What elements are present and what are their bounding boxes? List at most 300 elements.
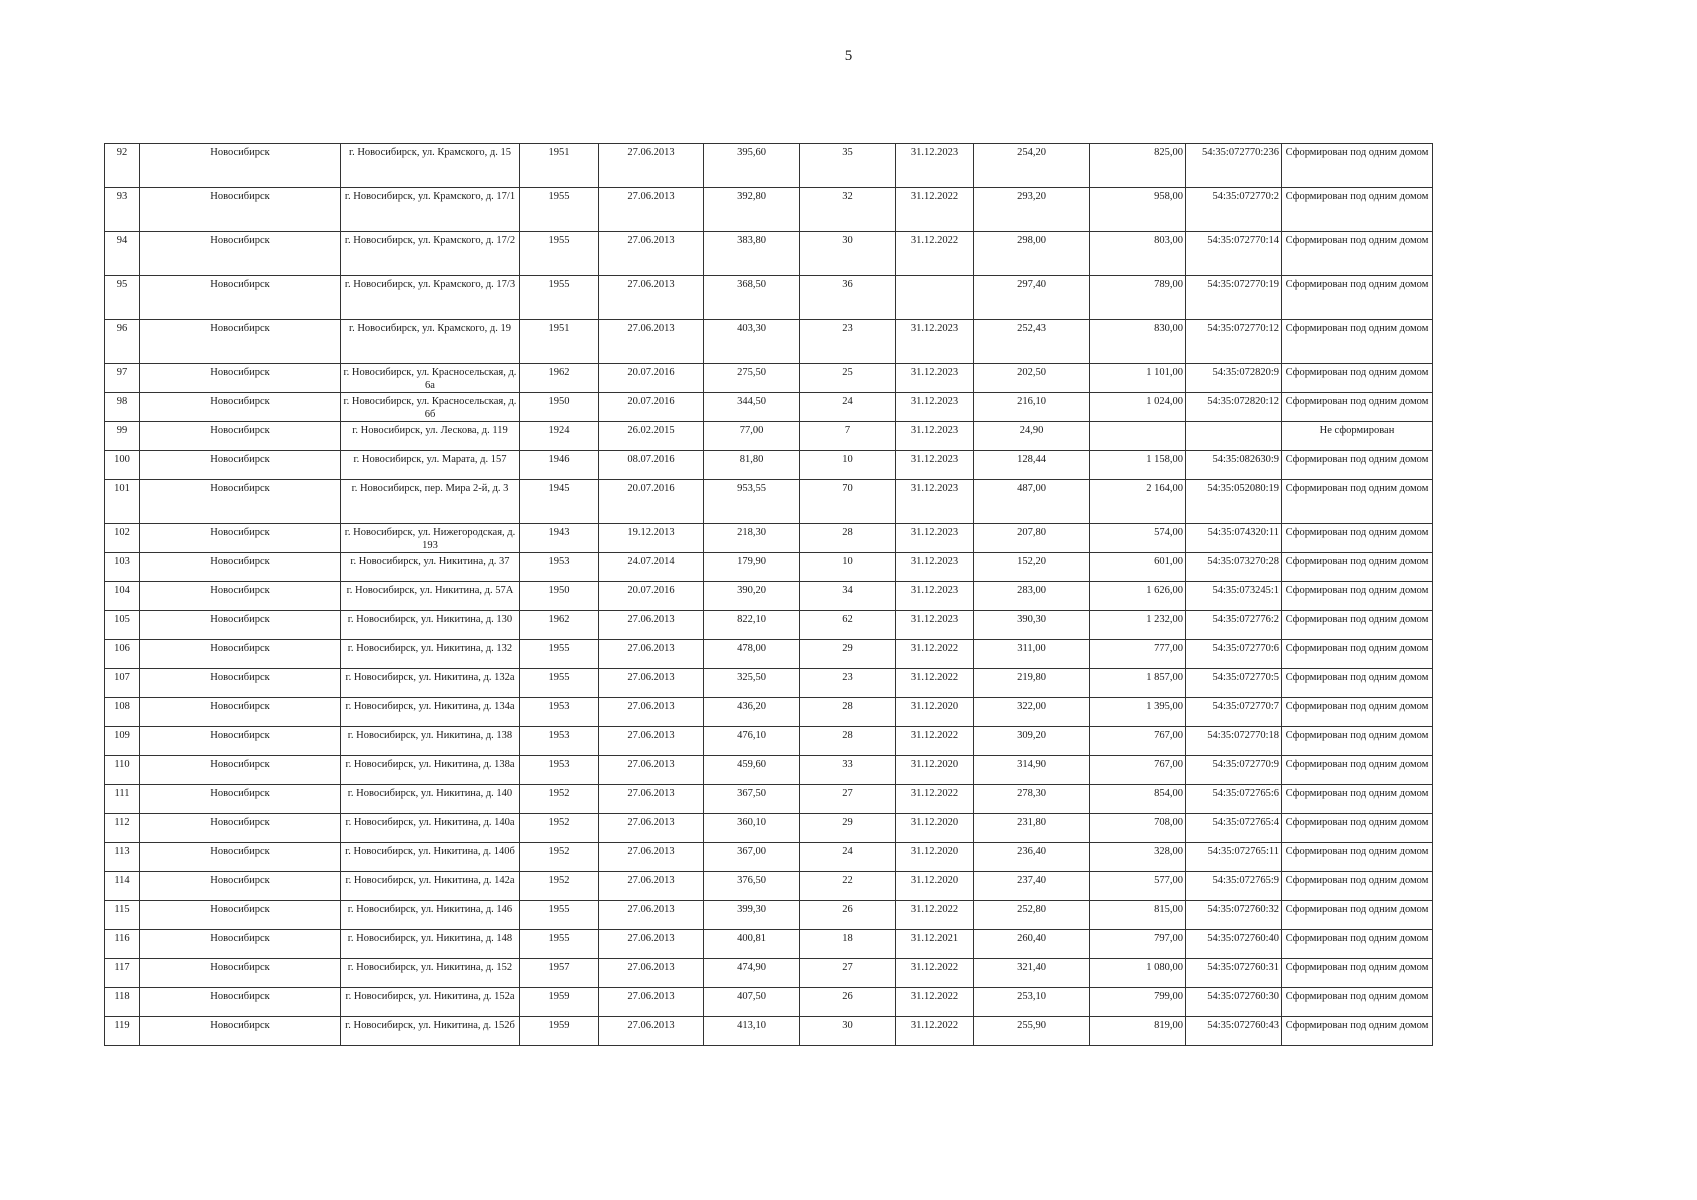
recognition-date-cell: 27.06.2013 bbox=[599, 144, 704, 188]
city-cell: Новосибирск bbox=[140, 669, 341, 698]
deadline-cell: 31.12.2023 bbox=[896, 611, 974, 640]
cadastral-number-cell: 54:35:074320:11 bbox=[1186, 524, 1282, 553]
year-built-cell: 1950 bbox=[520, 393, 599, 422]
land-status-cell: Сформирован под одним домом bbox=[1282, 524, 1433, 553]
table-row bbox=[105, 582, 1433, 611]
land-status-cell: Сформирован под одним домом bbox=[1282, 320, 1433, 364]
land-status-cell: Сформирован под одним домом bbox=[1282, 930, 1433, 959]
area-cell: 407,50 bbox=[704, 988, 800, 1017]
residents-cell: 28 bbox=[800, 727, 896, 756]
cadastral-number-cell: 54:35:072770:236 bbox=[1186, 144, 1282, 188]
city-cell: Новосибирск bbox=[140, 872, 341, 901]
land-status-cell: Сформирован под одним домом bbox=[1282, 785, 1433, 814]
land-area-cell: 825,00 bbox=[1090, 144, 1186, 188]
residents-cell: 24 bbox=[800, 843, 896, 872]
recognition-date-cell: 27.06.2013 bbox=[599, 843, 704, 872]
recognition-date-cell: 27.06.2013 bbox=[599, 872, 704, 901]
city-cell: Новосибирск bbox=[140, 959, 341, 988]
table-row bbox=[105, 364, 1433, 393]
residents-cell: 30 bbox=[800, 232, 896, 276]
table-row bbox=[105, 188, 1433, 232]
deadline-cell: 31.12.2020 bbox=[896, 872, 974, 901]
area-cell: 218,30 bbox=[704, 524, 800, 553]
address-cell: г. Новосибирск, ул. Никитина, д. 130 bbox=[341, 611, 520, 640]
residents-cell: 62 bbox=[800, 611, 896, 640]
table-row bbox=[105, 930, 1433, 959]
residents-cell: 18 bbox=[800, 930, 896, 959]
row-number-cell: 113 bbox=[105, 843, 140, 872]
recognition-date-cell: 20.07.2016 bbox=[599, 393, 704, 422]
living-area-cell: 311,00 bbox=[974, 640, 1090, 669]
area-cell: 399,30 bbox=[704, 901, 800, 930]
deadline-cell: 31.12.2023 bbox=[896, 393, 974, 422]
cadastral-number-cell: 54:35:072760:31 bbox=[1186, 959, 1282, 988]
residents-cell: 34 bbox=[800, 582, 896, 611]
address-cell: г. Новосибирск, ул. Крамского, д. 17/2 bbox=[341, 232, 520, 276]
deadline-cell: 31.12.2023 bbox=[896, 451, 974, 480]
deadline-cell: 31.12.2020 bbox=[896, 756, 974, 785]
row-number-cell: 101 bbox=[105, 480, 140, 524]
area-cell: 403,30 bbox=[704, 320, 800, 364]
city-cell: Новосибирск bbox=[140, 320, 341, 364]
recognition-date-cell: 19.12.2013 bbox=[599, 524, 704, 553]
address-cell: г. Новосибирск, ул. Никитина, д. 152 bbox=[341, 959, 520, 988]
cadastral-number-cell: 54:35:082630:9 bbox=[1186, 451, 1282, 480]
year-built-cell: 1955 bbox=[520, 669, 599, 698]
cadastral-number-cell: 54:35:072770:19 bbox=[1186, 276, 1282, 320]
land-status-cell: Сформирован под одним домом bbox=[1282, 814, 1433, 843]
recognition-date-cell: 27.06.2013 bbox=[599, 988, 704, 1017]
cadastral-number-cell: 54:35:072770:6 bbox=[1186, 640, 1282, 669]
recognition-date-cell: 27.06.2013 bbox=[599, 785, 704, 814]
table-row bbox=[105, 276, 1433, 320]
table-row bbox=[105, 727, 1433, 756]
table-row bbox=[105, 553, 1433, 582]
area-cell: 81,80 bbox=[704, 451, 800, 480]
recognition-date-cell: 27.06.2013 bbox=[599, 727, 704, 756]
year-built-cell: 1952 bbox=[520, 843, 599, 872]
living-area-cell: 254,20 bbox=[974, 144, 1090, 188]
row-number-cell: 102 bbox=[105, 524, 140, 553]
year-built-cell: 1953 bbox=[520, 727, 599, 756]
recognition-date-cell: 27.06.2013 bbox=[599, 640, 704, 669]
cadastral-number-cell: 54:35:072760:40 bbox=[1186, 930, 1282, 959]
land-area-cell: 1 232,00 bbox=[1090, 611, 1186, 640]
city-cell: Новосибирск bbox=[140, 988, 341, 1017]
residents-cell: 36 bbox=[800, 276, 896, 320]
residents-cell: 35 bbox=[800, 144, 896, 188]
year-built-cell: 1951 bbox=[520, 144, 599, 188]
recognition-date-cell: 27.06.2013 bbox=[599, 901, 704, 930]
residents-cell: 25 bbox=[800, 364, 896, 393]
year-built-cell: 1955 bbox=[520, 232, 599, 276]
land-area-cell bbox=[1090, 422, 1186, 451]
address-cell: г. Новосибирск, ул. Никитина, д. 57А bbox=[341, 582, 520, 611]
area-cell: 77,00 bbox=[704, 422, 800, 451]
residents-cell: 27 bbox=[800, 785, 896, 814]
row-number-cell: 109 bbox=[105, 727, 140, 756]
area-cell: 822,10 bbox=[704, 611, 800, 640]
table-row bbox=[105, 959, 1433, 988]
city-cell: Новосибирск bbox=[140, 698, 341, 727]
address-cell: г. Новосибирск, ул. Никитина, д. 152а bbox=[341, 988, 520, 1017]
year-built-cell: 1950 bbox=[520, 582, 599, 611]
living-area-cell: 255,90 bbox=[974, 1017, 1090, 1046]
land-status-cell: Сформирован под одним домом bbox=[1282, 480, 1433, 524]
land-status-cell: Сформирован под одним домом bbox=[1282, 901, 1433, 930]
deadline-cell bbox=[896, 276, 974, 320]
land-area-cell: 2 164,00 bbox=[1090, 480, 1186, 524]
residents-cell: 22 bbox=[800, 872, 896, 901]
row-number-cell: 118 bbox=[105, 988, 140, 1017]
deadline-cell: 31.12.2023 bbox=[896, 422, 974, 451]
deadline-cell: 31.12.2023 bbox=[896, 320, 974, 364]
area-cell: 390,20 bbox=[704, 582, 800, 611]
area-cell: 476,10 bbox=[704, 727, 800, 756]
recognition-date-cell: 20.07.2016 bbox=[599, 582, 704, 611]
area-cell: 459,60 bbox=[704, 756, 800, 785]
recognition-date-cell: 27.06.2013 bbox=[599, 276, 704, 320]
area-cell: 367,50 bbox=[704, 785, 800, 814]
living-area-cell: 216,10 bbox=[974, 393, 1090, 422]
address-cell: г. Новосибирск, ул. Никитина, д. 132а bbox=[341, 669, 520, 698]
cadastral-number-cell: 54:35:072770:18 bbox=[1186, 727, 1282, 756]
land-area-cell: 830,00 bbox=[1090, 320, 1186, 364]
recognition-date-cell: 27.06.2013 bbox=[599, 669, 704, 698]
area-cell: 325,50 bbox=[704, 669, 800, 698]
land-status-cell: Сформирован под одним домом bbox=[1282, 582, 1433, 611]
living-area-cell: 219,80 bbox=[974, 669, 1090, 698]
table-row bbox=[105, 422, 1433, 451]
land-status-cell: Сформирован под одним домом bbox=[1282, 232, 1433, 276]
deadline-cell: 31.12.2022 bbox=[896, 640, 974, 669]
row-number-cell: 95 bbox=[105, 276, 140, 320]
city-cell: Новосибирск bbox=[140, 814, 341, 843]
land-area-cell: 601,00 bbox=[1090, 553, 1186, 582]
year-built-cell: 1952 bbox=[520, 872, 599, 901]
land-area-cell: 854,00 bbox=[1090, 785, 1186, 814]
land-area-cell: 777,00 bbox=[1090, 640, 1186, 669]
year-built-cell: 1945 bbox=[520, 480, 599, 524]
deadline-cell: 31.12.2023 bbox=[896, 553, 974, 582]
address-cell: г. Новосибирск, ул. Никитина, д. 148 bbox=[341, 930, 520, 959]
address-cell: г. Новосибирск, ул. Марата, д. 157 bbox=[341, 451, 520, 480]
land-area-cell: 789,00 bbox=[1090, 276, 1186, 320]
row-number-cell: 107 bbox=[105, 669, 140, 698]
year-built-cell: 1952 bbox=[520, 785, 599, 814]
city-cell: Новосибирск bbox=[140, 480, 341, 524]
land-status-cell: Сформирован под одним домом bbox=[1282, 756, 1433, 785]
city-cell: Новосибирск bbox=[140, 785, 341, 814]
cadastral-number-cell: 54:35:072820:12 bbox=[1186, 393, 1282, 422]
cadastral-number-cell: 54:35:072770:2 bbox=[1186, 188, 1282, 232]
address-cell: г. Новосибирск, ул. Никитина, д. 140а bbox=[341, 814, 520, 843]
year-built-cell: 1962 bbox=[520, 364, 599, 393]
city-cell: Новосибирск bbox=[140, 582, 341, 611]
table-row bbox=[105, 480, 1433, 524]
address-cell: г. Новосибирск, ул. Крамского, д. 17/1 bbox=[341, 188, 520, 232]
row-number-cell: 114 bbox=[105, 872, 140, 901]
residents-cell: 32 bbox=[800, 188, 896, 232]
land-status-cell: Сформирован под одним домом bbox=[1282, 188, 1433, 232]
city-cell: Новосибирск bbox=[140, 524, 341, 553]
recognition-date-cell: 27.06.2013 bbox=[599, 930, 704, 959]
city-cell: Новосибирск bbox=[140, 364, 341, 393]
residents-cell: 29 bbox=[800, 640, 896, 669]
city-cell: Новосибирск bbox=[140, 451, 341, 480]
land-area-cell: 799,00 bbox=[1090, 988, 1186, 1017]
cadastral-number-cell bbox=[1186, 422, 1282, 451]
city-cell: Новосибирск bbox=[140, 232, 341, 276]
deadline-cell: 31.12.2020 bbox=[896, 698, 974, 727]
deadline-cell: 31.12.2021 bbox=[896, 930, 974, 959]
area-cell: 275,50 bbox=[704, 364, 800, 393]
table-row bbox=[105, 320, 1433, 364]
residents-cell: 28 bbox=[800, 698, 896, 727]
year-built-cell: 1951 bbox=[520, 320, 599, 364]
cadastral-number-cell: 54:35:073245:1 bbox=[1186, 582, 1282, 611]
table-row bbox=[105, 393, 1433, 422]
city-cell: Новосибирск bbox=[140, 1017, 341, 1046]
year-built-cell: 1943 bbox=[520, 524, 599, 553]
living-area-cell: 237,40 bbox=[974, 872, 1090, 901]
living-area-cell: 252,43 bbox=[974, 320, 1090, 364]
table-row bbox=[105, 785, 1433, 814]
row-number-cell: 110 bbox=[105, 756, 140, 785]
cadastral-number-cell: 54:35:072760:30 bbox=[1186, 988, 1282, 1017]
city-cell: Новосибирск bbox=[140, 144, 341, 188]
recognition-date-cell: 27.06.2013 bbox=[599, 611, 704, 640]
deadline-cell: 31.12.2022 bbox=[896, 188, 974, 232]
land-area-cell: 328,00 bbox=[1090, 843, 1186, 872]
living-area-cell: 297,40 bbox=[974, 276, 1090, 320]
row-number-cell: 103 bbox=[105, 553, 140, 582]
deadline-cell: 31.12.2022 bbox=[896, 785, 974, 814]
deadline-cell: 31.12.2022 bbox=[896, 669, 974, 698]
address-cell: г. Новосибирск, ул. Красносельская, д. 6б bbox=[341, 393, 520, 422]
city-cell: Новосибирск bbox=[140, 756, 341, 785]
row-number-cell: 111 bbox=[105, 785, 140, 814]
table-row bbox=[105, 988, 1433, 1017]
land-area-cell: 1 857,00 bbox=[1090, 669, 1186, 698]
residents-cell: 33 bbox=[800, 756, 896, 785]
land-area-cell: 815,00 bbox=[1090, 901, 1186, 930]
table-row bbox=[105, 901, 1433, 930]
residents-cell: 27 bbox=[800, 959, 896, 988]
table-row bbox=[105, 640, 1433, 669]
deadline-cell: 31.12.2022 bbox=[896, 1017, 974, 1046]
deadline-cell: 31.12.2022 bbox=[896, 901, 974, 930]
land-status-cell: Сформирован под одним домом bbox=[1282, 611, 1433, 640]
row-number-cell: 99 bbox=[105, 422, 140, 451]
year-built-cell: 1946 bbox=[520, 451, 599, 480]
living-area-cell: 128,44 bbox=[974, 451, 1090, 480]
cadastral-number-cell: 54:35:073270:28 bbox=[1186, 553, 1282, 582]
area-cell: 395,60 bbox=[704, 144, 800, 188]
area-cell: 436,20 bbox=[704, 698, 800, 727]
land-area-cell: 1 101,00 bbox=[1090, 364, 1186, 393]
land-area-cell: 767,00 bbox=[1090, 727, 1186, 756]
cadastral-number-cell: 54:35:072765:4 bbox=[1186, 814, 1282, 843]
area-cell: 360,10 bbox=[704, 814, 800, 843]
address-cell: г. Новосибирск, ул. Никитина, д. 152б bbox=[341, 1017, 520, 1046]
table-row bbox=[105, 451, 1433, 480]
living-area-cell: 321,40 bbox=[974, 959, 1090, 988]
living-area-cell: 278,30 bbox=[974, 785, 1090, 814]
recognition-date-cell: 27.06.2013 bbox=[599, 188, 704, 232]
recognition-date-cell: 08.07.2016 bbox=[599, 451, 704, 480]
deadline-cell: 31.12.2023 bbox=[896, 582, 974, 611]
year-built-cell: 1959 bbox=[520, 988, 599, 1017]
recognition-date-cell: 26.02.2015 bbox=[599, 422, 704, 451]
address-cell: г. Новосибирск, ул. Никитина, д. 140 bbox=[341, 785, 520, 814]
land-area-cell: 1 626,00 bbox=[1090, 582, 1186, 611]
row-number-cell: 112 bbox=[105, 814, 140, 843]
row-number-cell: 100 bbox=[105, 451, 140, 480]
housing-registry-table bbox=[104, 143, 1433, 1046]
area-cell: 376,50 bbox=[704, 872, 800, 901]
year-built-cell: 1955 bbox=[520, 901, 599, 930]
row-number-cell: 116 bbox=[105, 930, 140, 959]
land-status-cell: Сформирован под одним домом bbox=[1282, 988, 1433, 1017]
area-cell: 344,50 bbox=[704, 393, 800, 422]
area-cell: 400,81 bbox=[704, 930, 800, 959]
year-built-cell: 1955 bbox=[520, 188, 599, 232]
land-status-cell: Сформирован под одним домом bbox=[1282, 451, 1433, 480]
address-cell: г. Новосибирск, ул. Никитина, д. 138 bbox=[341, 727, 520, 756]
recognition-date-cell: 20.07.2016 bbox=[599, 364, 704, 393]
city-cell: Новосибирск bbox=[140, 611, 341, 640]
page-number: 5 bbox=[844, 48, 853, 64]
land-area-cell: 958,00 bbox=[1090, 188, 1186, 232]
area-cell: 953,55 bbox=[704, 480, 800, 524]
area-cell: 478,00 bbox=[704, 640, 800, 669]
residents-cell: 26 bbox=[800, 988, 896, 1017]
address-cell: г. Новосибирск, ул. Крамского, д. 17/3 bbox=[341, 276, 520, 320]
year-built-cell: 1955 bbox=[520, 276, 599, 320]
address-cell: г. Новосибирск, ул. Лескова, д. 119 bbox=[341, 422, 520, 451]
address-cell: г. Новосибирск, ул. Никитина, д. 146 bbox=[341, 901, 520, 930]
land-status-cell: Сформирован под одним домом bbox=[1282, 1017, 1433, 1046]
living-area-cell: 309,20 bbox=[974, 727, 1090, 756]
table-row bbox=[105, 144, 1433, 188]
living-area-cell: 487,00 bbox=[974, 480, 1090, 524]
land-status-cell: Не сформирован bbox=[1282, 422, 1433, 451]
row-number-cell: 96 bbox=[105, 320, 140, 364]
cadastral-number-cell: 54:35:072776:2 bbox=[1186, 611, 1282, 640]
land-area-cell: 574,00 bbox=[1090, 524, 1186, 553]
city-cell: Новосибирск bbox=[140, 276, 341, 320]
row-number-cell: 117 bbox=[105, 959, 140, 988]
table-row bbox=[105, 611, 1433, 640]
deadline-cell: 31.12.2022 bbox=[896, 232, 974, 276]
address-cell: г. Новосибирск, ул. Никитина, д. 138а bbox=[341, 756, 520, 785]
address-cell: г. Новосибирск, ул. Никитина, д. 132 bbox=[341, 640, 520, 669]
living-area-cell: 293,20 bbox=[974, 188, 1090, 232]
cadastral-number-cell: 54:35:072770:7 bbox=[1186, 698, 1282, 727]
living-area-cell: 253,10 bbox=[974, 988, 1090, 1017]
land-status-cell: Сформирован под одним домом bbox=[1282, 144, 1433, 188]
table-row bbox=[105, 756, 1433, 785]
recognition-date-cell: 20.07.2016 bbox=[599, 480, 704, 524]
living-area-cell: 236,40 bbox=[974, 843, 1090, 872]
cadastral-number-cell: 54:35:072770:14 bbox=[1186, 232, 1282, 276]
table-row bbox=[105, 814, 1433, 843]
year-built-cell: 1955 bbox=[520, 640, 599, 669]
year-built-cell: 1953 bbox=[520, 756, 599, 785]
land-area-cell: 1 080,00 bbox=[1090, 959, 1186, 988]
recognition-date-cell: 27.06.2013 bbox=[599, 1017, 704, 1046]
city-cell: Новосибирск bbox=[140, 930, 341, 959]
address-cell: г. Новосибирск, ул. Крамского, д. 15 bbox=[341, 144, 520, 188]
year-built-cell: 1962 bbox=[520, 611, 599, 640]
cadastral-number-cell: 54:35:072820:9 bbox=[1186, 364, 1282, 393]
living-area-cell: 390,30 bbox=[974, 611, 1090, 640]
land-area-cell: 767,00 bbox=[1090, 756, 1186, 785]
land-area-cell: 708,00 bbox=[1090, 814, 1186, 843]
row-number-cell: 108 bbox=[105, 698, 140, 727]
year-built-cell: 1953 bbox=[520, 698, 599, 727]
residents-cell: 7 bbox=[800, 422, 896, 451]
living-area-cell: 207,80 bbox=[974, 524, 1090, 553]
row-number-cell: 104 bbox=[105, 582, 140, 611]
cadastral-number-cell: 54:35:072760:43 bbox=[1186, 1017, 1282, 1046]
cadastral-number-cell: 54:35:072765:11 bbox=[1186, 843, 1282, 872]
recognition-date-cell: 27.06.2013 bbox=[599, 698, 704, 727]
land-status-cell: Сформирован под одним домом bbox=[1282, 553, 1433, 582]
recognition-date-cell: 27.06.2013 bbox=[599, 959, 704, 988]
row-number-cell: 119 bbox=[105, 1017, 140, 1046]
residents-cell: 29 bbox=[800, 814, 896, 843]
land-status-cell: Сформирован под одним домом bbox=[1282, 698, 1433, 727]
living-area-cell: 152,20 bbox=[974, 553, 1090, 582]
living-area-cell: 283,00 bbox=[974, 582, 1090, 611]
recognition-date-cell: 27.06.2013 bbox=[599, 814, 704, 843]
land-area-cell: 1 395,00 bbox=[1090, 698, 1186, 727]
row-number-cell: 115 bbox=[105, 901, 140, 930]
table-row bbox=[105, 232, 1433, 276]
residents-cell: 70 bbox=[800, 480, 896, 524]
address-cell: г. Новосибирск, ул. Нижегородская, д. 193 bbox=[341, 524, 520, 553]
living-area-cell: 202,50 bbox=[974, 364, 1090, 393]
cadastral-number-cell: 54:35:072770:12 bbox=[1186, 320, 1282, 364]
deadline-cell: 31.12.2022 bbox=[896, 988, 974, 1017]
year-built-cell: 1959 bbox=[520, 1017, 599, 1046]
land-area-cell: 819,00 bbox=[1090, 1017, 1186, 1046]
land-area-cell: 577,00 bbox=[1090, 872, 1186, 901]
land-status-cell: Сформирован под одним домом bbox=[1282, 276, 1433, 320]
city-cell: Новосибирск bbox=[140, 553, 341, 582]
row-number-cell: 97 bbox=[105, 364, 140, 393]
recognition-date-cell: 27.06.2013 bbox=[599, 320, 704, 364]
land-area-cell: 1 158,00 bbox=[1090, 451, 1186, 480]
residents-cell: 30 bbox=[800, 1017, 896, 1046]
area-cell: 413,10 bbox=[704, 1017, 800, 1046]
table-row bbox=[105, 872, 1433, 901]
deadline-cell: 31.12.2023 bbox=[896, 480, 974, 524]
address-cell: г. Новосибирск, ул. Никитина, д. 37 bbox=[341, 553, 520, 582]
deadline-cell: 31.12.2023 bbox=[896, 144, 974, 188]
area-cell: 179,90 bbox=[704, 553, 800, 582]
cadastral-number-cell: 54:35:072770:5 bbox=[1186, 669, 1282, 698]
table-row bbox=[105, 1017, 1433, 1046]
residents-cell: 24 bbox=[800, 393, 896, 422]
land-status-cell: Сформирован под одним домом bbox=[1282, 959, 1433, 988]
deadline-cell: 31.12.2023 bbox=[896, 364, 974, 393]
deadline-cell: 31.12.2022 bbox=[896, 727, 974, 756]
cadastral-number-cell: 54:35:072765:6 bbox=[1186, 785, 1282, 814]
land-status-cell: Сформирован под одним домом bbox=[1282, 727, 1433, 756]
